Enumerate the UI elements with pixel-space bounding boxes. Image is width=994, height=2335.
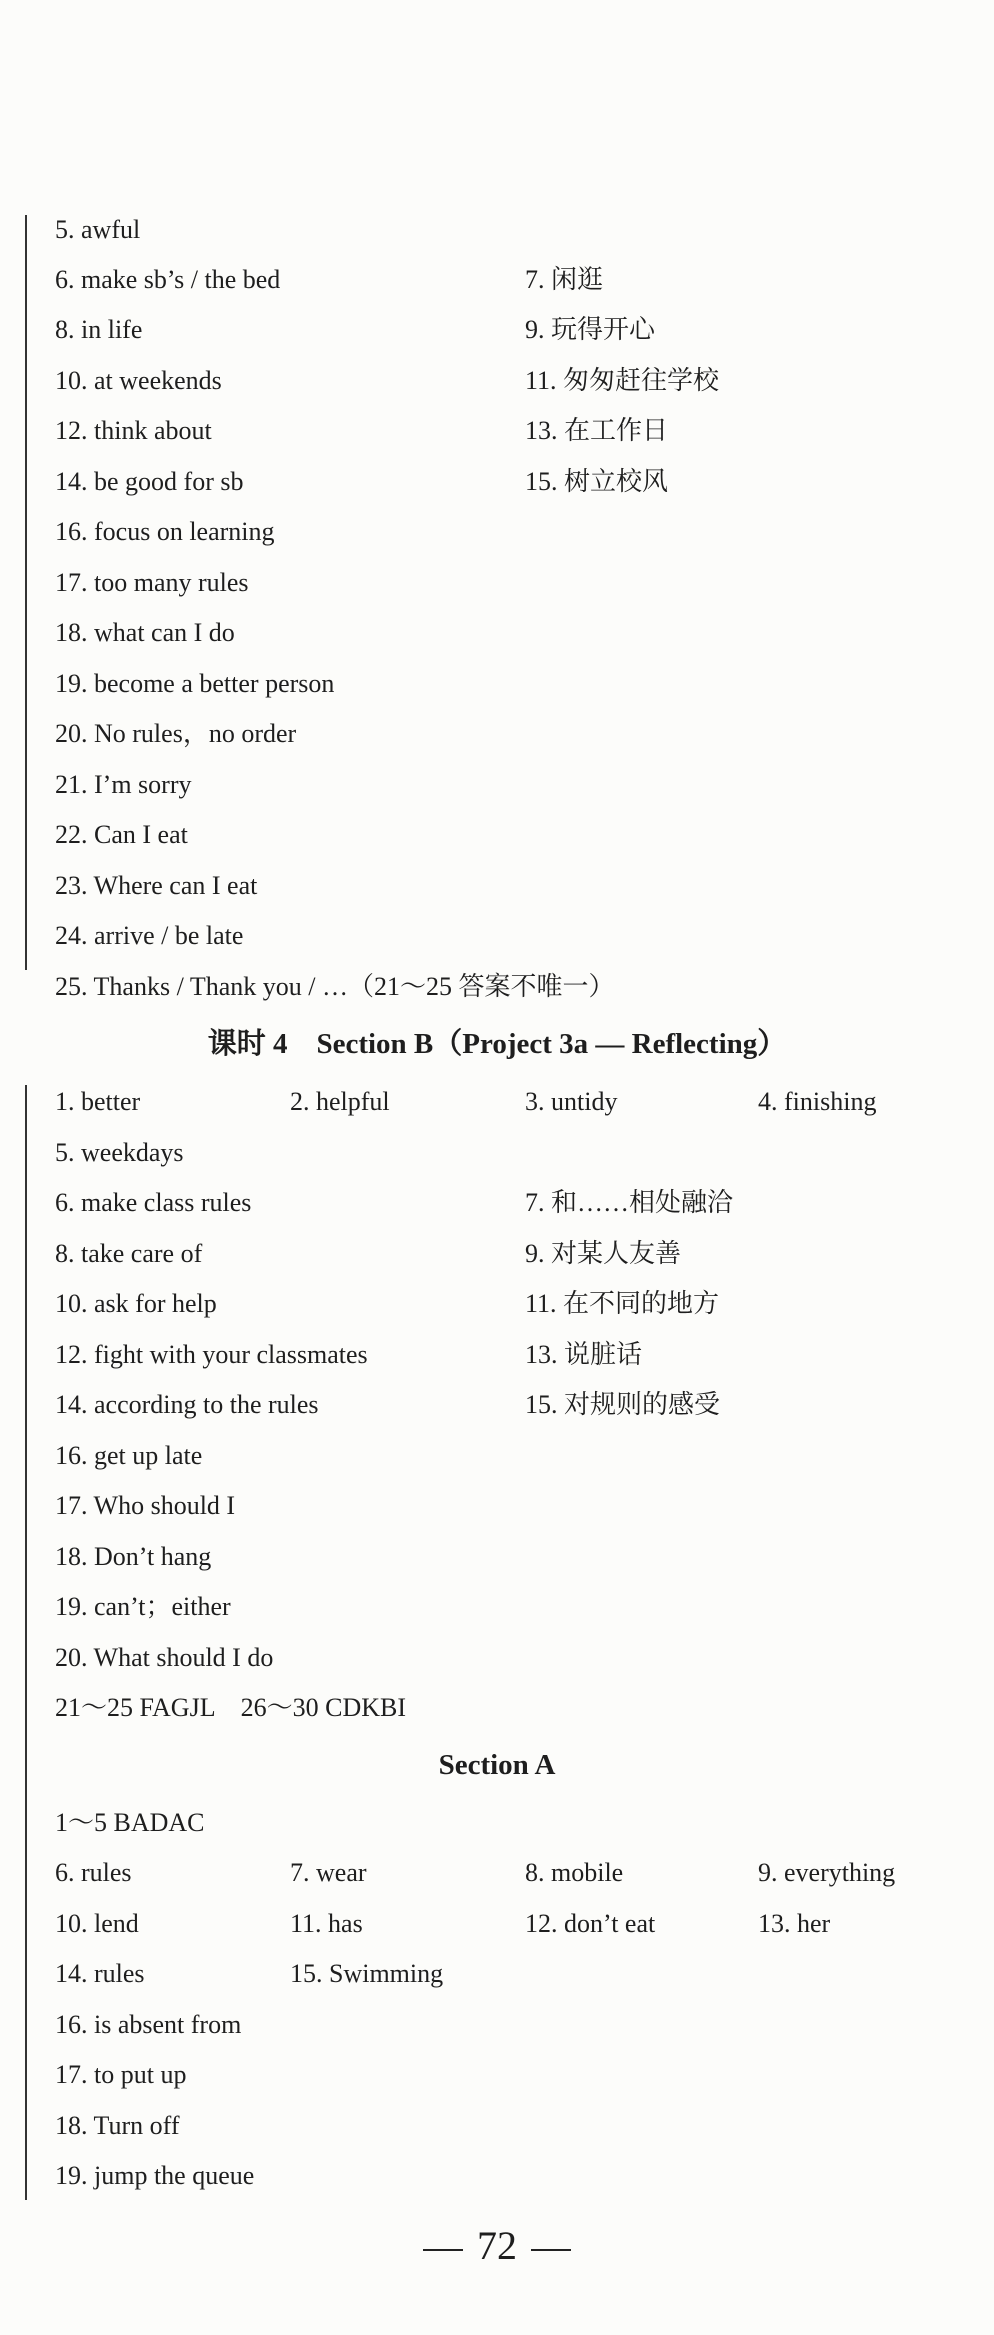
answer-line: 10. lend [55,1909,139,1938]
page-number-value: 72 [477,2223,517,2268]
answer-line: 4. finishing [758,1087,877,1116]
answer-line: 23. Where can I eat [55,871,258,900]
answer-line: 10. at weekends [55,366,222,395]
answer-line: 14. be good for sb [55,467,244,496]
answer-line: 18. what can I do [55,618,235,647]
section-heading: Section A [438,1749,556,1781]
answer-line: 10. ask for help [55,1289,217,1318]
page-number-dash-left [423,2249,463,2251]
answer-line: 11. has [290,1909,363,1938]
answer-line: 13. her [758,1909,831,1938]
answer-line: 11. 匆匆赶往学校 [525,366,720,395]
answer-line: 12. fight with your classmates [55,1340,368,1369]
answer-line: 20. No rules，no order [55,719,297,748]
answer-line: 8. mobile [525,1858,624,1887]
answer-line: 2. helpful [290,1087,390,1116]
answer-line: 16. get up late [55,1441,203,1470]
answer-line: 12. think about [55,416,212,445]
answer-line: 9. everything [758,1858,896,1887]
answer-line: 6. make sb’s / the bed [55,265,281,294]
answer-line: 15. Swimming [290,1959,444,1988]
answer-line: 3. untidy [525,1087,618,1116]
answer-line: 18. Don’t hang [55,1542,212,1571]
answer-line: 7. 和……相处融洽 [525,1188,734,1217]
answer-line: 14. rules [55,1959,145,1988]
answer-line: 16. focus on learning [55,517,275,546]
answer-line: 14. according to the rules [55,1390,319,1419]
answer-line: 8. in life [55,315,143,344]
page-number-dash-right [531,2249,571,2251]
answer-line: 7. 闲逛 [525,265,604,294]
answer-line: 17. to put up [55,2060,187,2089]
answer-line: 24. arrive / be late [55,921,244,950]
answer-line: 9. 对某人友善 [525,1239,682,1268]
answer-line: 17. too many rules [55,568,249,597]
answer-line: 22. Can I eat [55,820,188,849]
answer-line: 19. can’t；either [55,1592,231,1621]
answer-line: 20. What should I do [55,1643,274,1672]
answer-line: 25. Thanks / Thank you / …（21～25 答案不唯一） [55,972,615,1001]
answer-line: 19. jump the queue [55,2161,255,2190]
answer-line: 15. 树立校风 [525,467,669,496]
answer-line: 11. 在不同的地方 [525,1289,720,1318]
section-heading: 课时 4 Section B（Project 3a — Reflecting） [207,1028,787,1060]
answer-line: 12. don’t eat [525,1909,656,1938]
answer-line: 7. wear [290,1858,367,1887]
answer-line: 13. 在工作日 [525,416,669,445]
answer-line: 6. rules [55,1858,132,1887]
answer-line: 21～25 FAGJL 26～30 CDKBI [55,1693,407,1722]
answer-line: 9. 玩得开心 [525,315,656,344]
answer-line: 1. better [55,1087,141,1116]
answer-line: 6. make class rules [55,1188,252,1217]
answer-line: 19. become a better person [55,669,335,698]
answer-line: 16. is absent from [55,2010,242,2039]
left-margin-line [25,1085,27,2200]
answer-line: 1～5 BADAC [55,1808,205,1837]
answer-line: 5. awful [55,215,141,244]
left-margin-line [25,215,27,970]
answer-line: 5. weekdays [55,1138,184,1167]
answer-line: 8. take care of [55,1239,203,1268]
answer-line: 18. Turn off [55,2111,180,2140]
page-number [0,2222,994,2270]
answer-line: 17. Who should I [55,1491,236,1520]
answer-line: 13. 说脏话 [525,1340,643,1369]
answer-line: 21. I’m sorry [55,770,192,799]
answer-line: 15. 对规则的感受 [525,1390,721,1419]
